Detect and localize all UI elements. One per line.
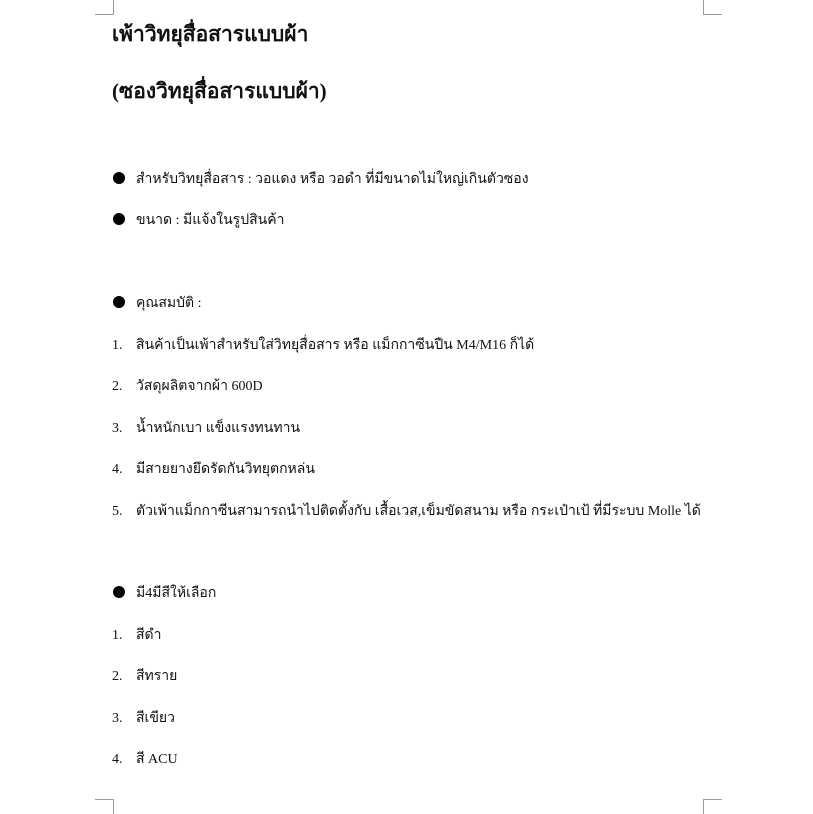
list-number: 3. xyxy=(112,421,123,436)
colors-heading-text: มี4มีสีให้เลือก xyxy=(136,586,217,601)
crop-mark-bottom-left xyxy=(95,799,114,814)
properties-heading-text: คุณสมบัติ : xyxy=(136,296,202,311)
crop-mark-bottom-right xyxy=(703,799,722,814)
document-subtitle: (ซองวิทยุสื่อสารแบบผ้า) xyxy=(112,79,327,103)
list-number: 1. xyxy=(112,338,123,353)
list-number: 1. xyxy=(112,628,123,643)
property-item xyxy=(112,378,263,396)
bullet-item-text: สำหรับวิทยุสื่อสาร : วอแดง หรือ วอดำ ที่มีขนาดไม่ใหญ่เกินตัวซอง xyxy=(136,172,529,187)
color-text: สีดำ xyxy=(136,628,162,643)
property-text: น้ำหนักเบา แข็งแรงทนทาน xyxy=(136,421,301,436)
property-text: วัสดุผลิตจากผ้า 600D xyxy=(136,379,263,394)
property-item xyxy=(112,420,300,438)
document-title: เพ้าวิทยุสื่อสารแบบผ้า xyxy=(112,22,309,46)
property-text: มีสายยางยึดรัดกันวิทยุตกหล่น xyxy=(136,462,315,477)
property-text: ตัวเพ้าแม็กกาซีนสามารถนำไปติดตั้งกับ เสื้อเวส,เข็มขัดสนาม หรือ กระเป๋าเป้ ที่มีระบบ Molle ได้ xyxy=(136,504,701,519)
list-number: 2. xyxy=(112,379,123,394)
list-number: 2. xyxy=(112,669,123,684)
bullet-icon xyxy=(113,213,125,225)
bullet-item xyxy=(112,171,529,189)
color-item xyxy=(112,668,177,686)
property-text: สินค้าเป็นเพ้าสำหรับใส่วิทยุสื่อสาร หรือ แม็กกาซีนปืน M4/M16 ก็ได้ xyxy=(136,338,535,353)
list-number: 4. xyxy=(112,752,123,767)
color-item xyxy=(112,627,162,645)
color-text: สีทราย xyxy=(136,669,178,684)
crop-mark-top-right xyxy=(703,0,722,15)
crop-mark-top-left xyxy=(95,0,114,15)
list-number: 4. xyxy=(112,462,123,477)
list-number: 3. xyxy=(112,711,123,726)
bullet-icon xyxy=(113,172,125,184)
colors-heading xyxy=(112,585,216,603)
bullet-icon xyxy=(113,296,125,308)
color-item xyxy=(112,751,178,769)
list-number: 5. xyxy=(112,504,123,519)
property-item xyxy=(112,503,701,521)
color-text: สี ACU xyxy=(136,752,178,767)
color-item xyxy=(112,710,175,728)
bullet-item xyxy=(112,212,284,230)
color-text: สีเขียว xyxy=(136,711,175,726)
property-item xyxy=(112,461,315,479)
bullet-icon xyxy=(113,586,125,598)
bullet-item-text: ขนาด : มีแจ้งในรูปสินค้า xyxy=(136,213,285,228)
properties-heading xyxy=(112,295,202,313)
property-item xyxy=(112,337,534,355)
